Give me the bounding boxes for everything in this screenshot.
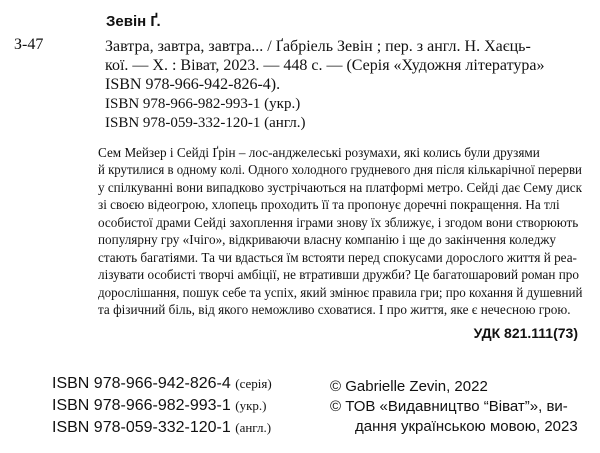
isbn-note: (серія) — [235, 376, 272, 391]
bibliographic-line: кої. — Х. : Віват, 2023. — 448 с. — (Серія «Художня література» — [105, 57, 545, 74]
isbn-ukrainian: ISBN 978-966-982-993-1 (укр.) — [105, 96, 301, 112]
bibliographic-line: Завтра, завтра, завтра... / Ґабріель Зевін ; пер. з англ. Н. Хаєць- — [105, 38, 531, 55]
annotation-line: зі своєю відеогрою, хлопець проходить її та пропонує доречні покращення. На тлі — [98, 197, 560, 212]
copyright-publisher-cont: дання українською мовою, 2023 — [355, 418, 578, 435]
bibliographic-line: ISBN 978-966-942-826-4). — [105, 76, 281, 93]
annotation-line: у спілкуванні вони випадково зустрічаються на платформі метро. Сейді дає Сему диск — [98, 180, 582, 195]
isbn-number: ISBN 978-059-332-120-1 — [52, 419, 231, 436]
annotation-line: стають багатіями. Та чи вдасться їм встояти перед спокусами дорослого життя й реа- — [98, 250, 577, 265]
author-heading: Зевін Ґ. — [106, 13, 161, 30]
annotation-line: особистої драми Сейді захоплення іграми знову їх зближує, і згодом вони створюють — [98, 215, 579, 230]
isbn-number: ISBN 978-966-982-993-1 — [52, 397, 231, 414]
isbn-english-entry — [52, 419, 271, 437]
annotation-line: Сем Мейзер і Сейді Ґрін – лос-анджелеські розумахи, які колись були друзями — [98, 145, 540, 160]
annotation-line: популярну гру «Ічіго», відкриваючи власну компанію і ще до закінчення коледжу — [98, 232, 557, 247]
isbn-series-entry — [52, 375, 272, 393]
annotation-line: та фізичний біль, від якого неможливо сховатися. І про життя, яке є нечесною грою. — [98, 302, 571, 317]
annotation-line: лізувати особисті творчі амбіції, не втративши дружби? Це багатошаровий роман про — [98, 267, 579, 282]
isbn-ukrainian-entry — [52, 397, 266, 415]
isbn-note: (укр.) — [235, 398, 267, 413]
cutter-code: З-47 — [14, 36, 44, 53]
isbn-number: ISBN 978-966-942-826-4 — [52, 375, 231, 392]
annotation-line: й крутилися в одному колі. Одного холодного грудневого дня після кількарічної перерви — [98, 162, 582, 177]
copyright-publisher: © ТОВ «Видавництво “Віват”», ви- — [330, 398, 568, 415]
annotation-line: дорослішання, пошук себе та успіх, який змінює правила гри; про кохання й душевний — [98, 285, 583, 300]
isbn-note: (англ.) — [235, 420, 272, 435]
isbn-english: ISBN 978-059-332-120-1 (англ.) — [105, 115, 306, 131]
copyright-author: © Gabrielle Zevin, 2022 — [330, 378, 488, 395]
udk-code: УДК 821.111(73) — [473, 325, 578, 341]
